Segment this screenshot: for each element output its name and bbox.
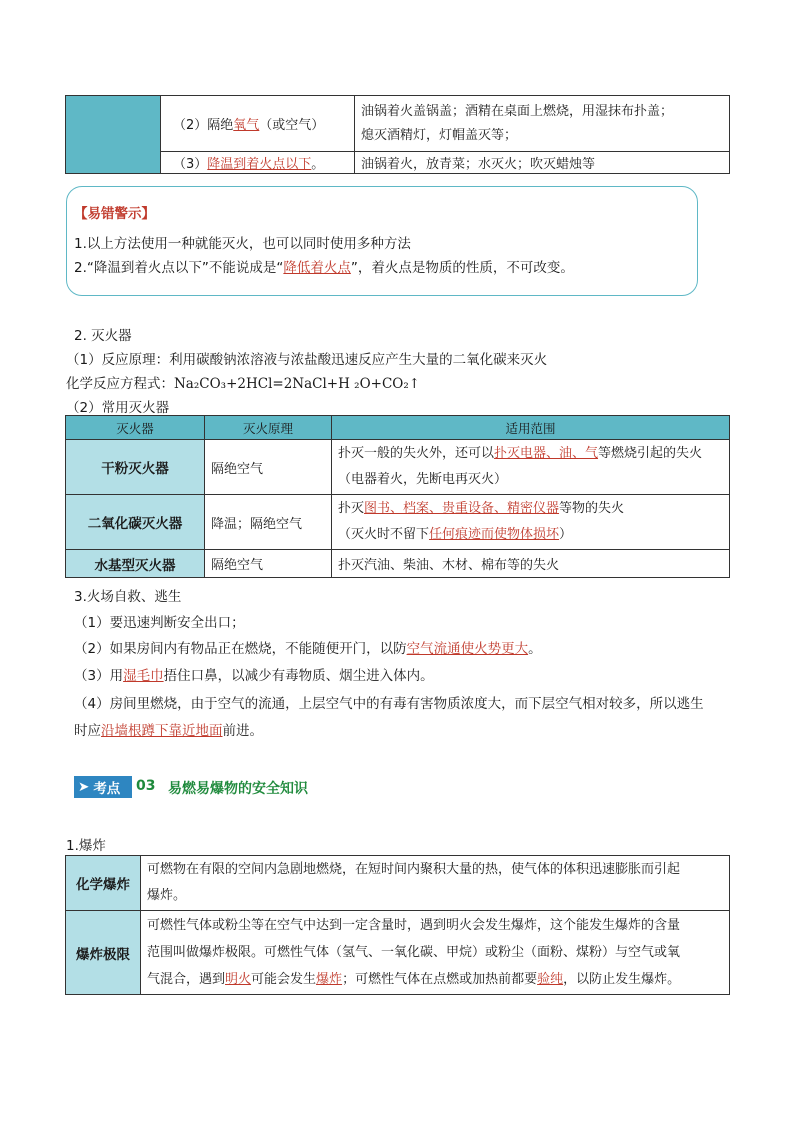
extinguisher-scope	[332, 495, 730, 550]
extinguisher-principle: 隔绝空气	[205, 440, 332, 495]
explosion-label: 化学爆炸	[66, 856, 141, 911]
extinguisher-scope: 扑灭汽油、柴油、木材、棉布等的失火	[332, 550, 730, 578]
scope-key: 任何痕迹而使物体损坏	[429, 527, 560, 542]
warning-text: ”，着火点是物质的性质，不可改变。	[350, 260, 574, 276]
extinguisher-scope	[332, 440, 730, 495]
reaction-principle: （1）反应原理：利用碳酸钠浓溶液与浓盐酸迅速反应产生大量的二氧化碳来灭火	[66, 352, 548, 368]
explosion-key: 验纯	[537, 972, 564, 987]
explosion-desc	[141, 911, 730, 995]
escape-heading: 3.火场自救、逃生	[74, 589, 182, 605]
scope-key: 图书、档案、贵重设备、精密仪器	[364, 501, 560, 516]
method-cell-cool	[161, 152, 355, 174]
extinguisher-principle: 隔绝空气	[205, 550, 332, 578]
scope-text: 扑灭一般的失火外，还可以	[338, 446, 495, 461]
scope-text: （电器着火，先断电再灭火）	[338, 472, 508, 487]
explosion-label: 爆炸极限	[66, 911, 141, 995]
escape-text: （2）如果房间内有物品正在燃烧，不能随便开门，以防	[74, 641, 407, 657]
extinguisher-name: 水基型灭火器	[66, 550, 205, 578]
warning-line-2	[74, 256, 574, 276]
escape-key: 空气流通使火势更大	[406, 641, 529, 657]
section-number: 03	[136, 778, 156, 794]
escape-item-2	[74, 637, 542, 657]
scope-text: ）	[559, 527, 573, 542]
escape-text: 前进。	[222, 723, 263, 739]
method-text: （2）隔绝	[173, 118, 234, 133]
method-cell-oxygen	[161, 96, 355, 152]
section-title: 易燃易爆物的安全知识	[168, 781, 308, 797]
extinguisher-heading: 2. 灭火器	[74, 328, 132, 344]
escape-item-4-cont	[74, 719, 263, 739]
method-key: 降温到着火点以下	[207, 157, 312, 172]
example-cell-oxygen	[355, 96, 730, 152]
col-header-extinguisher: 灭火器	[66, 416, 205, 440]
escape-text: 时应	[74, 723, 101, 739]
explosion-key: 爆炸	[316, 972, 343, 987]
explosion-desc	[141, 856, 730, 911]
escape-key: 湿毛巾	[123, 668, 164, 684]
explosion-text: 气混合，遇到	[147, 972, 226, 987]
escape-item-4: （4）房间里燃烧，由于空气的流通，上层空气中的有毒有害物质浓度大，而下层空气相对较多，所以逃生	[74, 696, 704, 712]
method-text: （3）	[173, 157, 208, 172]
common-extinguishers-heading: （2）常用灭火器	[66, 400, 170, 416]
explosion-text: 爆炸。	[147, 888, 187, 903]
badge-label: 考点	[93, 781, 121, 797]
warning-title: 【易错警示】	[74, 206, 155, 222]
extinguisher-principle: 降温；隔绝空气	[205, 495, 332, 550]
explosion-text	[147, 966, 728, 993]
explosion-text: 可燃物在有限的空间内急剧地燃烧，在短时间内聚积大量的热，使气体的体积迅速膨胀而引起	[147, 862, 681, 877]
explosion-table	[65, 855, 730, 995]
extinguisher-name: 二氧化碳灭火器	[66, 495, 205, 550]
example-cell-cool: 油锅着火，放青菜；水灭火；吹灭蜡烛等	[355, 152, 730, 174]
arrow-icon: ➤	[78, 779, 90, 795]
scope-key: 扑灭电器、油、气	[494, 446, 599, 461]
col-header-principle: 灭火原理	[205, 416, 332, 440]
method-key: 氧气	[233, 118, 260, 133]
method-text: （或空气）	[259, 118, 325, 133]
method-text: 。	[311, 157, 325, 172]
explosion-text: 可燃性气体或粉尘等在空气中达到一定含量时，遇到明火会发生爆炸，这个能发生爆炸的含量	[147, 918, 681, 933]
example-line: 油锅着火盖锅盖；酒精在桌面上燃烧，用湿抹布扑盖；	[361, 103, 674, 119]
extinguisher-name: 干粉灭火器	[66, 440, 205, 495]
explosion-text: ；可燃性气体在点燃或加热前都要	[342, 972, 538, 987]
scope-text: 等物的失火	[559, 501, 625, 516]
explosion-text: 可能会发生	[251, 972, 317, 987]
example-line: 熄灭酒精灯，灯帽盖灭等；	[361, 127, 518, 143]
scope-text: 扑灭	[338, 501, 365, 516]
scope-text: 等燃烧引起的失火	[598, 446, 703, 461]
section-badge	[74, 776, 132, 798]
explosion-heading: 1.爆炸	[66, 838, 106, 854]
escape-item-1: （1）要迅速判断安全出口；	[74, 615, 245, 631]
escape-key: 沿墙根蹲下靠近地面	[101, 723, 223, 739]
warning-text: 2.“降温到着火点以下”不能说成是“	[74, 260, 284, 276]
scope-text: （灭火时不留下	[338, 527, 430, 542]
teal-side-cell	[66, 96, 161, 174]
top-method-table	[65, 95, 730, 174]
extinguisher-table	[65, 415, 730, 578]
explosion-text: 范围叫做爆炸极限。可燃性气体（氢气、一氧化碳、甲烷）或粉尘（面粉、煤粉）与空气或氧	[147, 945, 681, 960]
escape-text: 。	[528, 641, 542, 657]
warning-key: 降低着火点	[283, 260, 351, 276]
escape-text: （3）用	[74, 668, 124, 684]
explosion-text: ，以防止发生爆炸。	[563, 972, 681, 987]
escape-text: 捂住口鼻，以减少有毒物质、烟尘进入体内。	[163, 668, 434, 684]
escape-item-3	[74, 664, 434, 684]
chemical-equation: 化学反应方程式：Na₂CO₃+2HCl=2NaCl+H ₂O+CO₂↑	[66, 376, 421, 392]
explosion-key: 明火	[225, 972, 252, 987]
col-header-scope: 适用范围	[332, 416, 730, 440]
warning-line-1: 1.以上方法使用一种就能灭火，也可以同时使用多种方法	[74, 236, 411, 252]
